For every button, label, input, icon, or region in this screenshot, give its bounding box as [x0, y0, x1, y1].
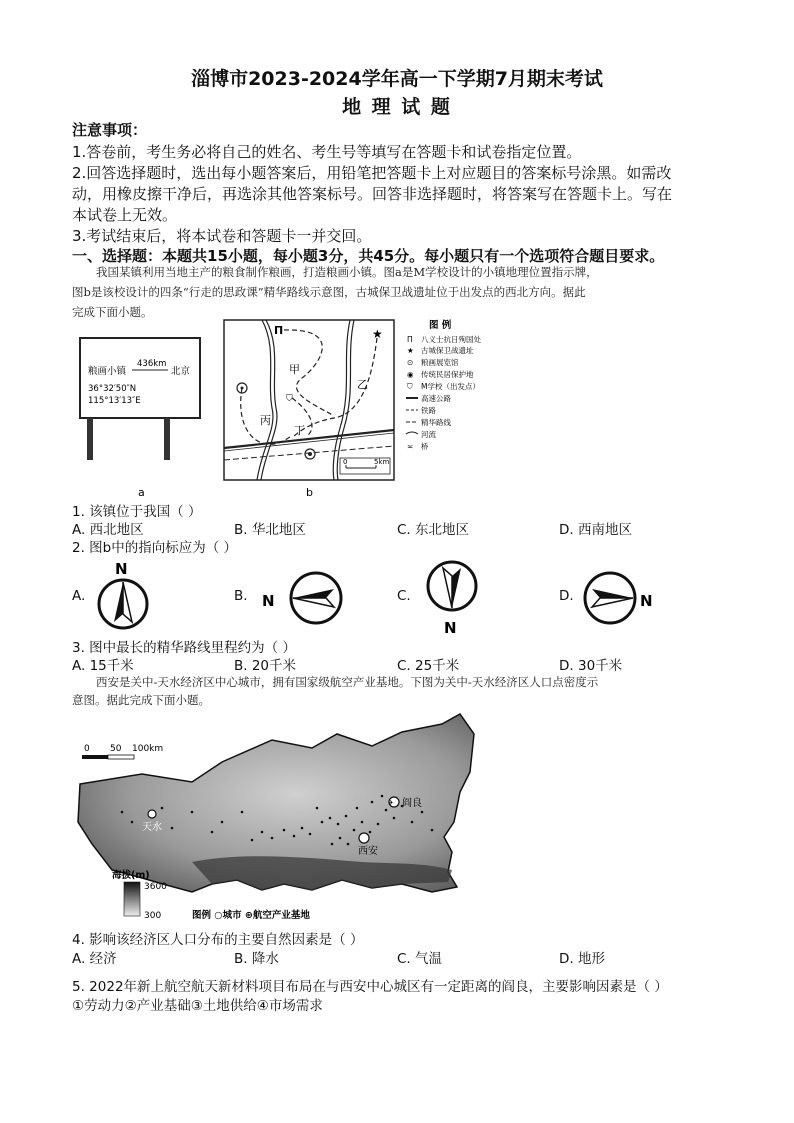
legend-item-1: 古城保卫战遗址 — [421, 346, 474, 355]
svg-text:✈: ✈ — [388, 799, 394, 807]
q1-option-a: A. 西北地区 — [72, 522, 144, 538]
intro-line-1: 我国某镇利用当地主产的粮食制作粮画，打造粮画小镇。图a是M学校设计的小镇地理位置指示牌， — [96, 265, 598, 279]
svg-text:N: N — [640, 592, 653, 610]
figb-label-ding: 丁 — [294, 424, 305, 437]
svg-text:≍: ≍ — [407, 442, 414, 451]
q4-option-b: B. 降水 — [234, 951, 279, 967]
q4-option-a: A. 经济 — [72, 951, 117, 967]
q5-options: ①劳动力②产业基础③土地供给④市场需求 — [72, 998, 323, 1014]
svg-text:N: N — [115, 560, 128, 578]
intro2-line-1: 西安是关中-天水经济区中心城市，拥有国家级航空产业基地。下图为关中-天水经济区人口点密度示 — [96, 675, 599, 689]
svg-text:Π: Π — [274, 324, 284, 337]
q3-option-b: B. 20千米 — [234, 658, 297, 674]
q1-stem: 1. 该镇位于我国（ ） — [72, 504, 202, 520]
figb-label-yi: 乙 — [357, 378, 368, 391]
section-heading: 一、选择题：本题共15小题，每小题3分，共45分。每小题只有一个选项符合题目要求。 — [72, 247, 665, 265]
intro-line-2: 图b是该校设计的四条“行走的思政课”精华路线示意图，古城保卫战遗址位于出发点的西北方向。据此 — [72, 285, 586, 299]
map2-city-yanliang: 阎良 — [402, 798, 422, 809]
legend-item-8: 河流 — [421, 430, 436, 439]
map2-city-tianshui: 天水 — [142, 822, 162, 833]
q3-option-c: C. 25千米 — [397, 658, 460, 674]
legend-item-0: 八义士抗日殉国处 — [421, 335, 481, 344]
q2-option-b: B. — [234, 588, 248, 604]
exam-title: 淄博市2023-2024学年高一下学期7月期末考试 — [191, 68, 603, 90]
notice-item-2-end: 本试卷上无效。 — [72, 206, 178, 224]
figb-scale-five: 5km — [374, 458, 390, 466]
figa-distance: 436km — [137, 359, 167, 369]
figb-scale-zero: 0 — [343, 458, 348, 466]
q1-option-b: B. 华北地区 — [234, 522, 306, 538]
legend-item-2: 粮画展览馆 — [421, 358, 459, 367]
q2-option-d: D. — [559, 588, 574, 604]
intro2-line-2: 意图。据此完成下面小题。 — [72, 693, 210, 707]
exam-subtitle: 地 理 试 题 — [342, 96, 452, 118]
figure-b-legend — [405, 318, 520, 451]
map2-elev-high: 3600 — [144, 882, 167, 892]
svg-text:Π: Π — [407, 335, 413, 344]
legend-item-7: 精华路线 — [421, 418, 451, 427]
q5-stem: 5. 2022年新上航空航天新材料项目布局在与西安中心城区有一定距离的阎良，主要影响因素是（ ） — [72, 979, 668, 995]
legend-item-6: 铁路 — [421, 406, 436, 415]
figure-a-signpost — [72, 330, 212, 500]
q3-option-a: A. 15千米 — [72, 658, 134, 674]
intro-line-3: 完成下面小题。 — [72, 305, 153, 319]
q2-option-a: A. — [72, 588, 86, 604]
compass-d-icon — [582, 568, 682, 628]
compass-a-icon — [96, 560, 156, 632]
figa-city: 北京 — [171, 366, 191, 377]
legend-item-9: 桥 — [421, 442, 429, 451]
svg-text:★: ★ — [372, 327, 383, 341]
q3-option-d: D. 30千米 — [559, 658, 623, 674]
map2-legend: 图例 ○城市 ⊛航空产业基地 — [192, 910, 310, 921]
figa-caption: a — [138, 486, 145, 499]
figa-lat: 36°32′50″N — [88, 384, 137, 394]
map2-scale-50: 50 — [110, 744, 122, 754]
map2-scale-100: 100km — [132, 744, 164, 754]
q4-option-c: C. 气温 — [397, 951, 443, 967]
q1-option-c: C. 东北地区 — [397, 522, 470, 538]
q2-option-c: C. — [397, 588, 411, 604]
svg-text:◉: ◉ — [407, 370, 414, 379]
figb-label-jia: 甲 — [289, 363, 300, 376]
figa-lon: 115°13′13″E — [88, 396, 141, 406]
compass-c-icon — [424, 558, 484, 638]
legend-item-5: 高速公路 — [421, 394, 451, 403]
legend-item-4: M学校（出发点） — [421, 382, 480, 391]
svg-text:⛉: ⛉ — [286, 394, 293, 404]
map2-elev-title: 海拔(m) — [112, 870, 150, 881]
q2-stem: 2. 图b中的指向标应为（ ） — [72, 540, 238, 556]
figure-b-route-map — [222, 318, 402, 498]
svg-text:⛉: ⛉ — [407, 382, 413, 391]
map2-city-xian: 西安 — [358, 846, 378, 857]
q4-stem: 4. 影响该经济区人口分布的主要自然因素是（ ） — [72, 932, 364, 948]
map2-elev-low: 300 — [144, 911, 162, 921]
svg-text:N: N — [262, 592, 275, 610]
compass-b-icon — [260, 568, 360, 628]
legend-item-3: 传统民居保护地 — [421, 370, 474, 379]
q4-option-d: D. 地形 — [559, 951, 605, 967]
q3-stem: 3. 图中最长的精华路线里程约为（ ） — [72, 640, 296, 656]
figb-caption: b — [306, 486, 313, 499]
notice-heading: 注意事项： — [72, 121, 148, 139]
map2-scale-0: 0 — [84, 744, 90, 754]
figb-label-bing: 丙 — [260, 414, 271, 427]
notice-item-1: 1.答卷前，考生务必将自己的姓名、考生号等填写在答题卡和试卷指定位置。 — [72, 143, 582, 161]
notice-item-2: 2.回答选择题时，选出每小题答案后，用铅笔把答题卡上对应题目的答案标号涂黑。如需改 — [72, 164, 672, 182]
notice-item-3: 3.考试结束后，将本试卷和答题卡一并交回。 — [72, 227, 372, 245]
notice-item-2-cont: 动，用橡皮擦干净后，再选涂其他答案标号。回答非选择题时，将答案写在答题卡上。写在 — [72, 185, 673, 203]
legend-title: 图 例 — [429, 320, 452, 331]
q1-option-d: D. 西南地区 — [559, 522, 632, 538]
svg-text:★: ★ — [407, 346, 414, 355]
svg-text:⊙: ⊙ — [407, 358, 414, 367]
svg-text:N: N — [444, 619, 457, 637]
figa-town: 粮画小镇 — [88, 366, 127, 377]
population-density-map — [72, 712, 492, 927]
